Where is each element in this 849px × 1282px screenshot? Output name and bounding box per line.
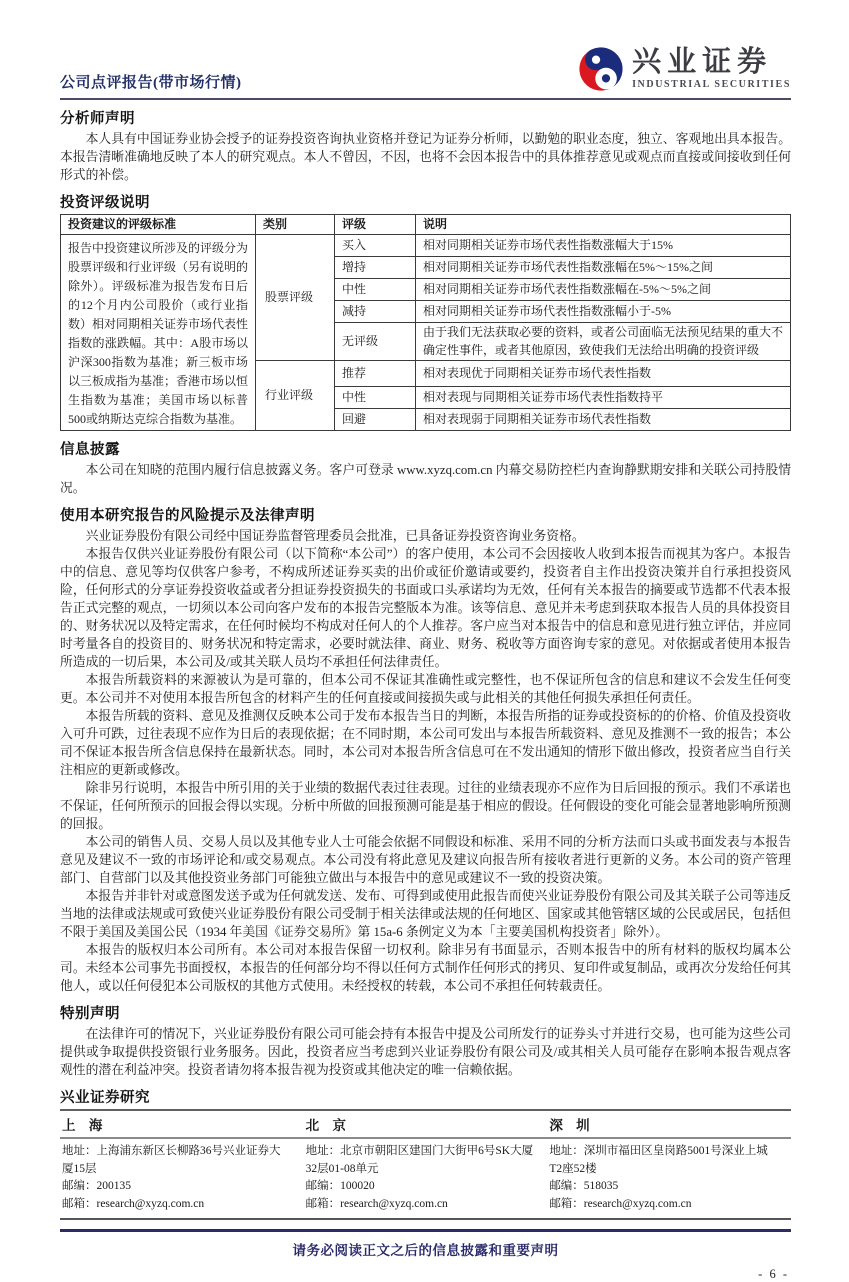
office-details-shanghai bbox=[60, 1138, 304, 1219]
office-detail-row bbox=[60, 1138, 791, 1219]
page-number: - 6 - bbox=[758, 1267, 789, 1282]
table-row bbox=[61, 235, 791, 257]
company-logo bbox=[578, 46, 791, 92]
office-zip: 邮编：518035 bbox=[549, 1180, 619, 1193]
section-information-disclosure bbox=[60, 438, 791, 497]
rating-heading: 投资评级说明 bbox=[60, 195, 150, 211]
office-city-row bbox=[60, 1110, 791, 1138]
legal-paragraph: 本报告所载资料的来源被认为是可靠的，但本公司不保证其准确性或完整性，也不保证所包含的信息和建议不会发生任何变更。本公司并不对使用本报告所包含的材料产生的任何直接或间接损失或与此相关的其他任何损失承担任何责任。 bbox=[60, 673, 791, 706]
logo-name-en: INDUSTRIAL SECURITIES bbox=[632, 79, 791, 90]
logo-swirl-icon bbox=[570, 38, 632, 100]
office-details-beijing bbox=[304, 1138, 548, 1219]
page-header bbox=[60, 46, 791, 100]
office-address: 地址：深圳市福田区皇岗路5001号深业上城T2座52楼 bbox=[549, 1145, 768, 1175]
section-rating-explanation bbox=[60, 191, 791, 431]
criteria-cell: 报告中投资建议所涉及的评级分为股票评级和行业评级（另有说明的除外）。评级标准为报告发布日后的12个月内公司股价（或行业指数）相对同期相关证券市场代表性指数的涨跌幅。其中：A股市场以沪深300指数为基准；新三板市场以三板成指为基准；香港市场以恒生指数为基准；美国市场以标普500或纳斯达克综合指数为基准。 bbox=[61, 235, 256, 431]
description-cell: 相对同期相关证券市场代表性指数涨幅在5%～15%之间 bbox=[416, 257, 791, 279]
disclosure-body: 本公司在知晓的范围内履行信息披露义务。客户可登录 www.xyzq.com.cn 内幕交易防控栏内查询静默期安排和关联公司持股情况。 bbox=[60, 463, 791, 496]
legal-paragraph: 本报告所载的资料、意见及推测仅反映本公司于发布本报告当日的判断，本报告所指的证券或投资标的的价格、价值及投资收入可升可跌，过往表现不应作为日后的表现依据；在不同时期，本公司可发出与本报告所载资料、意见及推测不一致的报告；本公司不保证本报告所含信息保持在最新状态。同时，本公司对本报告所含信息可在不发出通知的情形下做出修改，投资者应当自行关注相应的更新或修改。 bbox=[60, 709, 791, 778]
office-email: 邮箱：research@xyzq.com.cn bbox=[305, 1197, 448, 1210]
legal-paragraph: 本报告仅供兴业证券股份有限公司（以下简称“本公司”）的客户使用，本公司不会因接收人收到本报告而视其为客户。本报告中的信息、意见等均仅供客户参考，不构成所述证券买卖的出价或征价邀请或要约，投资者自主作出投资决策并自行承担投资风险，任何形式的分享证券投资收益或者分担证券投资损失的书面或口头承诺均为无效，任何有关本报告的摘要或节选都不代表本报告正式完整的观点，一切须以本公司向客户发布的本报告完整版本为准。该等信息、意见并未考虑到获取本报告人员的具体投资目的、财务状况以及特定需求，在任何时候均不构成对任何人的个人推荐。客户应当对本报告中的信息和意见进行独立评估，并应同时考量各自的投资目的、财务状况和特定需求，必要时就法律、商业、财务、税收等方面咨询专家的意见。对依据或者使用本报告所造成的一切后果，本公司及/或其关联人员均不承担任何法律责任。 bbox=[60, 547, 791, 670]
rating-cell: 中性 bbox=[335, 279, 416, 301]
description-cell: 相对同期相关证券市场代表性指数涨幅小于-5% bbox=[416, 301, 791, 323]
office-city-shenzhen: 深 圳 bbox=[547, 1110, 791, 1138]
description-cell: 由于我们无法获取必要的资料，或者公司面临无法预见结果的重大不确定性事件，或者其他原因，致使我们无法给出明确的投资评级 bbox=[416, 323, 791, 361]
analyst-heading: 分析师声明 bbox=[60, 111, 135, 127]
research-heading: 兴业证券研究 bbox=[60, 1090, 150, 1107]
description-cell: 相对表现优于同期相关证券市场代表性指数 bbox=[416, 361, 791, 387]
office-address: 地址：北京市朝阳区建国门大街甲6号SK大厦32层01-08单元 bbox=[305, 1145, 534, 1175]
legal-paragraph: 除非另行说明，本报告中所引用的关于业绩的数据代表过往表现。过往的业绩表现亦不应作为日后回报的预示。我们不承诺也不保证，任何所预示的回报会得以实现。分析中所做的回报预测可能是基于相应的假设。任何假设的变化可能会显著地影响所预测的回报。 bbox=[60, 781, 791, 832]
office-zip: 邮编：200135 bbox=[62, 1180, 131, 1193]
offices-table bbox=[60, 1109, 791, 1220]
legal-paragraph: 本报告的版权归本公司所有。本公司对本报告保留一切权利。除非另有书面显示，否则本报告中的所有材料的版权均属本公司。未经本公司事先书面授权，本报告的任何部分均不得以任何方式制作任何形式的拷贝、复印件或复制品，或再次分发给任何其他人，或以任何侵犯本公司版权的其他方式使用。未经授权的转载，本公司不承担任何转载责任。 bbox=[60, 943, 791, 994]
legal-paragraph: 本报告并非针对或意图发送予或为任何就发送、发布、可得到或使用此报告而使兴业证券股份有限公司及其关联子公司等违反当地的法律或法规或可致使兴业证券股份有限公司受制于相关法律或法规的任何地区、国家或其他管辖区域的公民或居民，包括但不限于美国及美国公民（1934 年美国《证券交易所》第 15a-6 条例定义为本「主要美国机构投资者」除外）。 bbox=[60, 889, 791, 940]
rating-table bbox=[60, 214, 791, 431]
stock-rating-category-cell: 股票评级 bbox=[256, 235, 335, 361]
rating-cell: 推荐 bbox=[335, 361, 416, 387]
footer-notice: 请务必阅读正文之后的信息披露和重要声明 bbox=[292, 1243, 559, 1259]
col-header-category: 类别 bbox=[256, 215, 335, 235]
office-address: 地址：上海浦东新区长柳路36号兴业证券大厦15层 bbox=[62, 1145, 281, 1175]
industry-rating-category-cell: 行业评级 bbox=[256, 361, 335, 431]
legal-heading: 使用本研究报告的风险提示及法律声明 bbox=[60, 508, 315, 525]
rating-table-header-row bbox=[61, 215, 791, 235]
office-email: 邮箱：research@xyzq.com.cn bbox=[62, 1197, 205, 1210]
section-legal-statement bbox=[60, 504, 791, 995]
office-zip: 邮编：100020 bbox=[305, 1180, 375, 1193]
logo-name-cn: 兴业证券 bbox=[632, 46, 773, 78]
rating-cell: 增持 bbox=[335, 257, 416, 279]
description-cell: 相对表现弱于同期相关证券市场代表性指数 bbox=[416, 409, 791, 431]
description-cell: 相对同期相关证券市场代表性指数涨幅在-5%～5%之间 bbox=[416, 279, 791, 301]
description-cell: 相对表现与同期相关证券市场代表性指数持平 bbox=[416, 387, 791, 409]
office-details-shenzhen bbox=[547, 1138, 791, 1219]
office-city-beijing: 北 京 bbox=[304, 1110, 548, 1138]
rating-cell: 无评级 bbox=[335, 323, 416, 361]
page-footer bbox=[60, 1229, 791, 1282]
col-header-rating: 评级 bbox=[335, 215, 416, 235]
special-body: 在法律许可的情况下，兴业证券股份有限公司可能会持有本报告中提及公司所发行的证券头寸并进行交易，也可能为这些公司提供或争取提供投资银行业务服务。因此，投资者应当考虑到兴业证券股份有限公司及/或其相关人员可能存在影响本报告观点客观性的潜在利益冲突。投资者请勿将本报告视为投资或其他决定的唯一信赖依据。 bbox=[60, 1027, 791, 1078]
col-header-description: 说明 bbox=[416, 215, 791, 235]
section-research-offices bbox=[60, 1086, 791, 1220]
logo-text bbox=[632, 48, 791, 90]
office-city-shanghai: 上 海 bbox=[60, 1110, 304, 1138]
rating-cell: 买入 bbox=[335, 235, 416, 257]
disclosure-heading: 信息披露 bbox=[60, 442, 120, 459]
report-type-title: 公司点评报告(带市场行情) bbox=[60, 75, 242, 91]
col-header-criteria: 投资建议的评级标准 bbox=[61, 215, 256, 235]
analyst-body: 本人具有中国证券业协会授予的证券投资咨询执业资格并登记为证券分析师，以勤勉的职业态度，独立、客观地出具本报告。本报告清晰准确地反映了本人的研究观点。本人不曾因，不因，也将不会因本报告中的具体推荐意见或观点而直接或间接收到任何形式的补偿。 bbox=[60, 132, 791, 182]
description-cell: 相对同期相关证券市场代表性指数涨幅大于15% bbox=[416, 235, 791, 257]
legal-paragraph: 兴业证券股份有限公司经中国证券监督管理委员会批准，已具备证券投资咨询业务资格。 bbox=[85, 529, 585, 544]
footer-divider bbox=[60, 1229, 791, 1232]
rating-cell: 中性 bbox=[335, 387, 416, 409]
rating-cell: 回避 bbox=[335, 409, 416, 431]
rating-cell: 减持 bbox=[335, 301, 416, 323]
legal-paragraph: 本公司的销售人员、交易人员以及其他专业人士可能会依据不同假设和标准、采用不同的分析方法而口头或书面发表与本报告意见及建议不一致的市场评论和/或交易观点。本公司没有将此意见及建议向报告所有接收者进行更新的义务。本公司的资产管理部门、自营部门以及其他投资业务部门可能独立做出与本报告中的意见或建议不一致的投资决策。 bbox=[60, 835, 791, 886]
special-heading: 特别声明 bbox=[60, 1006, 120, 1023]
office-email: 邮箱：research@xyzq.com.cn bbox=[549, 1197, 692, 1210]
section-special-statement bbox=[60, 1002, 791, 1079]
section-analyst-statement bbox=[60, 107, 791, 184]
